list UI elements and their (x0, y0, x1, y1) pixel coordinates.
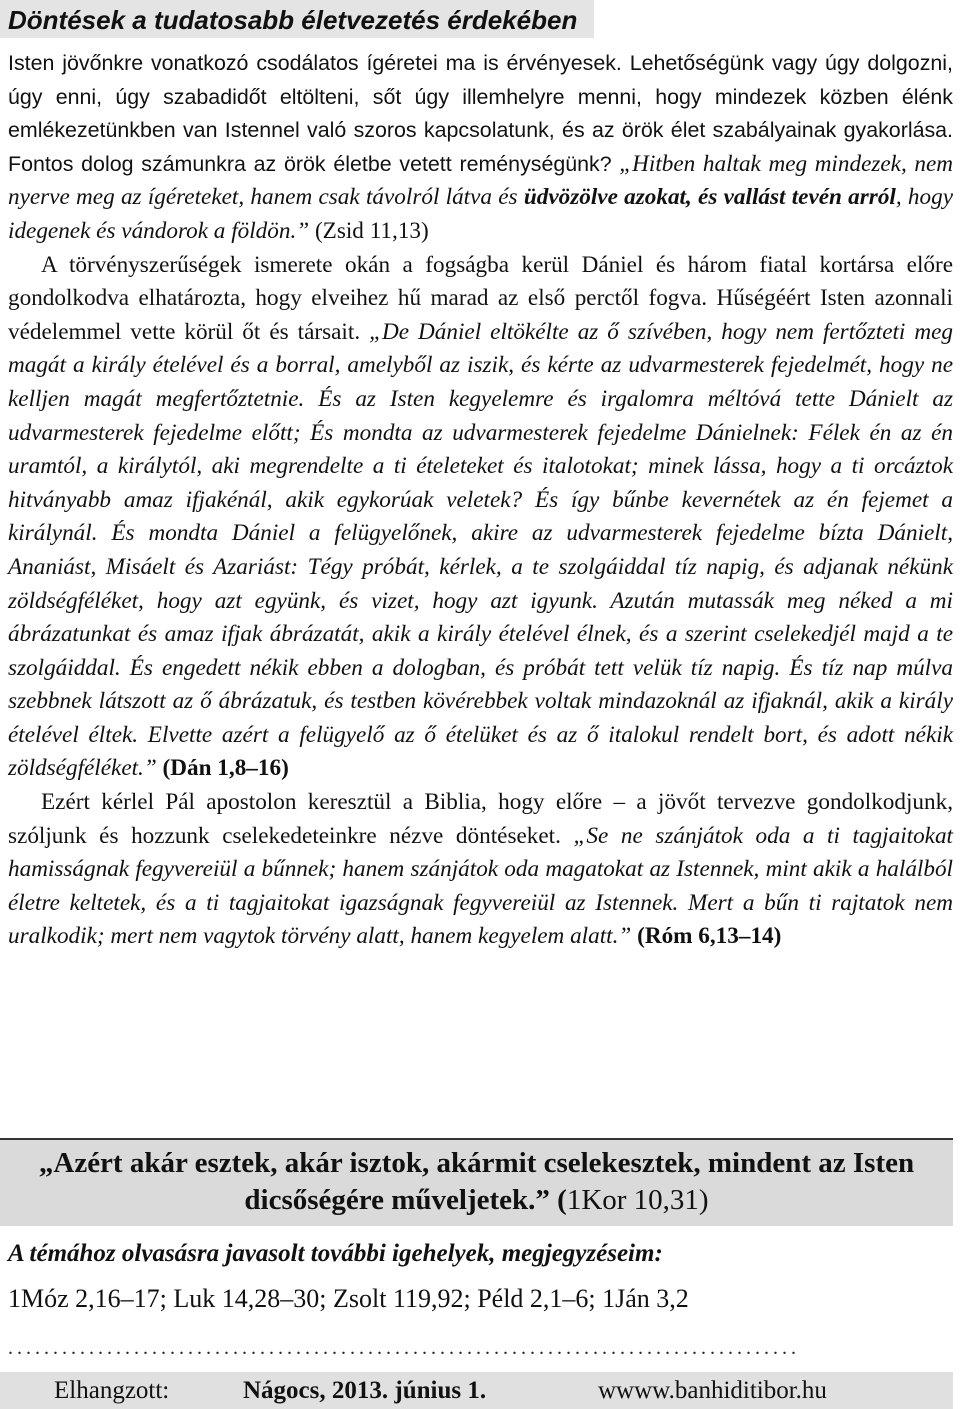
paragraph-text: A törvényszerűségek ismerete okán a fogságba kerül Dániel és három fiatal kortársa előre gondolkodva elhatározta, hogy elveihez hű marad az első perctől fogva. Hűségéért Isten azonnali védelemmel vette körül őt és társait. (8, 251, 953, 345)
footer-bar (0, 1372, 953, 1409)
article-body (8, 47, 953, 954)
bible-quote: „Se ne szánjátok oda a ti tagjaitokat hamisságnak fegyvereiül a bűnnek; hanem szánjátok oda magatokat az Istennek, mint akik a halálból életre keltetek, és a ti tagjaitokat igazságnak fegyvereiül az Istennek. Mert a bűn ti rajtatok nem uralkodik; mert nem vagytok törvény alatt, hanem kegyelem alatt.” (8, 822, 953, 950)
reading-references: 1Móz 2,16–17; Luk 14,28–30; Zsolt 119,92; Péld 2,1–6; 1Ján 3,2 (8, 1284, 689, 1313)
key-verse-text: „Azért akár esztek, akár isztok, akármit cselekesztek, mindent az Isten dicsőségére műveljetek.” ( (38, 1147, 915, 1216)
bible-reference: (Zsid 11,13) (309, 217, 429, 244)
paragraph-1 (8, 47, 953, 249)
footer-place-date: Nágocs, 2013. június 1. (243, 1377, 487, 1404)
notes-dotted-line: ........................................................................................ (8, 1337, 800, 1359)
footer-website-link[interactable]: wwww.banhiditibor.hu (598, 1377, 827, 1404)
paragraph-3 (8, 786, 953, 954)
paragraph-text: Ezért kérlel Pál apostolon keresztül a Biblia, hogy előre – a jövőt tervezve gondolkodjunk, szóljunk és hozzunk cselekedeteinkre nézve döntéseket. (8, 789, 953, 849)
key-verse-box (0, 1140, 953, 1226)
footer-label: Elhangzott: (54, 1377, 170, 1404)
bible-reference: (Dán 1,8–16) (156, 755, 289, 782)
bible-reference: (Róm 6,13–14) (631, 923, 782, 950)
bible-quote: „De Dániel eltökélte az ő szívében, hogy nem fertőzteti meg magát a király ételével és a borral, amelyből az iszik, és kérte az udvarmesterek fejedelmét, hogy ne kelljen magát megfertőztetnie. És az Isten kegyelemre és irgalomra méltóvá tette Dánielt az udvarmesterek fejedelme előtt; És mondta az udvarmesterek fejedelme Dánielnek: Félek én az én uramtól, a királytól, aki megrendelte a ti ételeteket és italotokat; minek lássa, hogy a ti orcáztok hitványabb amaz ifjakénál, akik egykorúak veletek? És így bűnbe kevernétek az én fejemet a királynál. És mondta Dániel a felügyelőnek, akire az udvarmesterek fejedelme bízta Dánielt, Ananiást, Misáelt és Azariást: Tégy próbát, kérlek, a te szolgáiddal tíz napig, és adjanak nékünk zöldségféléket, hogy azt együnk, és vizet, hogy azt igyunk. Azután mutassák meg néked a mi ábrázatunkat és amaz ifjak ábrázatát, akik a király ételével élnek, és a szerint cselekedjél majd a te szolgáiddal. És engedett nékik ebben a dologban, és próbát tett velük tíz napig. És tíz nap múlva szebbnek látszott az ő ábrázatuk, és testben kövérebbek voltak mindazoknál az ifjaknál, akik a király ételével éltek. Elvette azért a felügyelő az ő ételüket és az ő italokul rendelt bort, és adott nékik zöldségféléket.” (8, 318, 954, 782)
key-verse-reference: 1Kor 10,31) (566, 1184, 709, 1216)
paragraph-text: Isten jövőnkre vonatkozó csodálatos ígéretei ma is érvényesek. Lehetőségünk vagy úgy dolgozni, úgy enni, úgy szabadidőt eltölteni, sőt úgy illemhelyre menni, hogy mindezek közben élénk emlékezetünkben van Istennel való szoros kapcsolatunk, és az örök élet szabályainak gyakorlása. Fontos dolog számunkra az örök életbe vetett reménységünk? (8, 51, 953, 176)
bible-quote: „Hitben haltak meg mindezek, nem nyerve meg az ígéreteket, hanem csak távolról látva és (8, 150, 954, 211)
reading-heading: A témához olvasásra javasolt további igehelyek, megjegyzéseim: (8, 1240, 663, 1267)
bible-quote-emphasis: üdvözölve azokat, és vallást tevén arról (523, 184, 896, 211)
page-title: Döntések a tudatosabb életvezetés érdekében (0, 0, 594, 38)
bible-quote-end: , hogy idegenek és vándorok a földön.” (8, 184, 953, 244)
paragraph-2 (8, 249, 953, 787)
